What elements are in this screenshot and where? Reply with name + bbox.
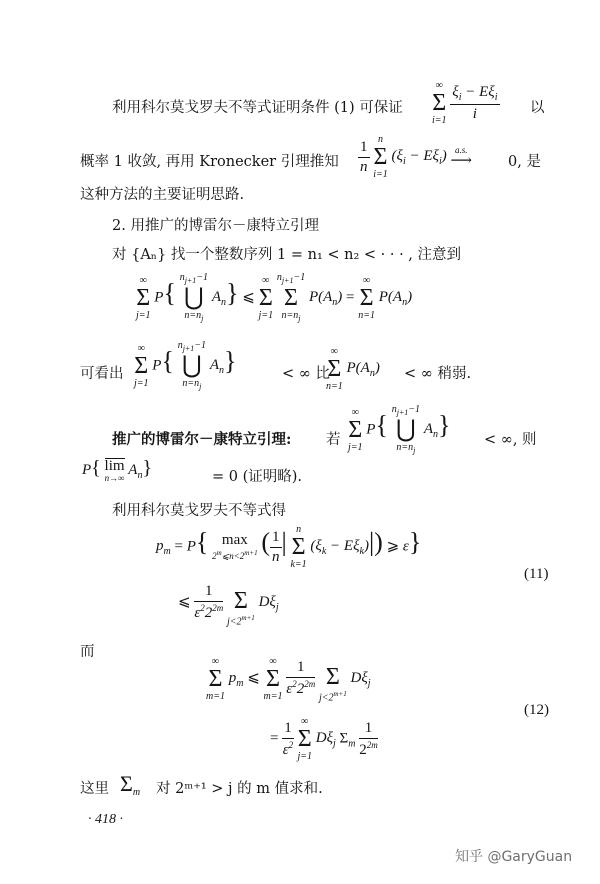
compare-mid: < ∞ 比 (282, 366, 330, 382)
last-line-tail: 对 2ᵐ⁺¹ > j 的 m 值求和. (156, 781, 323, 797)
line2-tail: 0, 是 (508, 154, 541, 170)
paragraph-ineq-intro: 利用科尔莫戈罗夫不等式得 (112, 503, 286, 519)
sum-over-m-symbol: $\Sigma_m$ (120, 771, 141, 798)
series-expression-xi: ∞ Σ i=1 $\frac{\xi_i - E\xi_i}{i}$ (432, 80, 498, 126)
lemma-title: 推广的博雷尔－康特立引理: (112, 431, 292, 448)
kronecker-expression: $\frac{1}{n}$ n Σ i=1 $(\xi_i - E\xi_i)$ a.s. ⟶ (360, 134, 472, 180)
lemma-if: 若 (326, 432, 341, 448)
limsup-expression: P{ lim n→∞ $A_n$} (82, 457, 153, 484)
compare-head: 可看出 (80, 366, 124, 382)
paragraph-line-5: 对 {Aₙ} 找一个整数序列 1 = n₁ < n₂ < · · · , 注意到 (112, 247, 462, 263)
lemma-conclusion: = 0 (证明略). (212, 469, 303, 485)
line1-text: 利用科尔莫戈罗夫不等式证明条件 (1) 可保证 (112, 100, 403, 116)
paragraph-line-3: 这种方法的主要证明思路. (80, 187, 245, 203)
equation-11-line-1: $p_m = P${ max $2^m⩽n<2^{m+1}$ ( $\frac{1}{n}$ | n Σ k=1 $(\xi_k - E\xi_k)|$) ⩾ ε} (156, 524, 422, 570)
compare-tail: < ∞ 稍弱. (404, 366, 472, 382)
equation-11-line-2: ⩽ $\frac{1}{\varepsilon^22^{2m}}$ Σ $j<2^{m+1}$ $D\xi_j$ (178, 583, 279, 628)
equation-12-line-1: ∞ Σ m=1 $p_m$ ⩽ ∞ Σ m=1 $\frac{1}{\varepsilon^22^{2m}}$ Σ $j<2^{m+1}$ $D\xi_j$ (206, 655, 371, 704)
equation-number-12: (12) (524, 702, 549, 718)
page-number: · 418 · (88, 812, 123, 827)
compare-expression-right: ∞ Σ n=1 $P(A_n)$ (326, 346, 380, 392)
watermark: 知乎 @GaryGuan (455, 849, 573, 865)
paragraph-line-2: 概率 1 收敛, 再用 Kronecker 引理推知 (80, 154, 339, 170)
line1-tail: 以 (530, 100, 545, 116)
display-equation-union-bound: ∞ Σ j=1 P{ $n_{j+1}-1$ ⋃ $n=n_j$ $A_n$} ⩽ ∞ Σ j=1 $n_{j+1}-1$ Σ $n=n_j$ $P(A_n)$ = ∞ Σ n=1 $P(A_n)$ (136, 272, 413, 323)
lemma-expression: ∞ Σ j=1 P{ $n_{j+1}-1$ ⋃ $n=n_j$ $A_n$} (348, 404, 451, 455)
section-title: 2. 用推广的博雷尔－康特立引理 (112, 218, 319, 234)
lemma-then: < ∞, 则 (484, 432, 537, 448)
equation-number-11: (11) (524, 566, 549, 582)
equation-12-line-2: = $\frac{1}{\varepsilon^2}$ ∞ Σ j=1 $D\xi_j$ $\Sigma_m$ $\frac{1}{2^{2m}}$ (270, 716, 378, 762)
connector-word: 而 (80, 644, 95, 660)
compare-expression-left: ∞ Σ j=1 P{ $n_{j+1}-1$ ⋃ $n=n_j$ $A_n$} (134, 340, 237, 391)
last-line-head: 这里 (80, 781, 109, 797)
paragraph-line-1 (112, 96, 403, 117)
